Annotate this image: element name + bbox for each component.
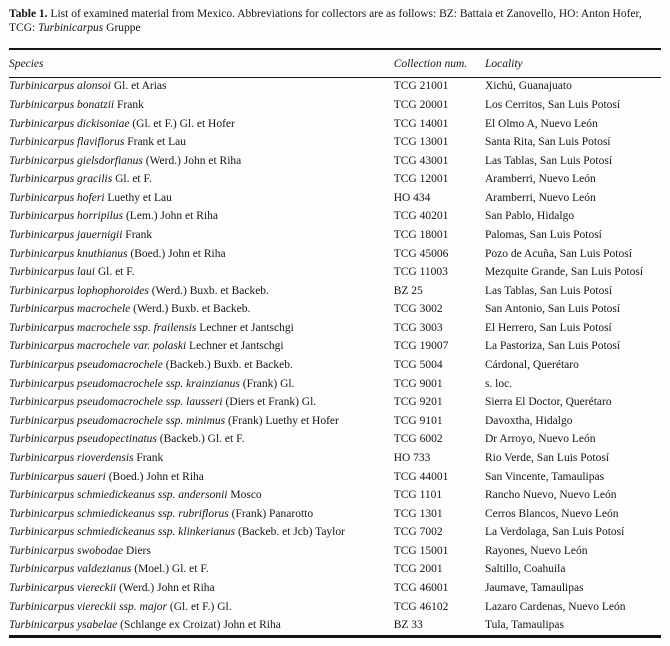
species-cell [9, 338, 394, 357]
species-authority: (Frank) Luethy et Hofer [225, 414, 339, 427]
table-row [9, 171, 661, 190]
species-cell [9, 115, 394, 134]
species-name: Turbinicarpus flaviflorus [9, 136, 125, 149]
species-authority: (Frank) Panarotto [228, 507, 314, 520]
species-name: Turbinicarpus knuthianus [9, 247, 128, 260]
species-name: Turbinicarpus saueri [9, 470, 106, 483]
collection-num-cell: TCG 14001 [393, 117, 449, 130]
collection-num-cell: TCG 13001 [393, 136, 449, 149]
species-name: Turbinicarpus dickisoniae [9, 117, 130, 130]
locality-cell: San Antonio, San Luis Potosí [484, 303, 621, 316]
locality-cell: Aramberri, Nuevo León [484, 173, 596, 186]
species-cell [9, 264, 394, 283]
col-header-species: Species [9, 49, 394, 78]
species-name: Turbinicarpus horripilus [9, 210, 124, 223]
caption-label: Table 1. [9, 8, 48, 20]
collection-num-cell: TCG 1101 [393, 489, 443, 502]
collection-num-cell: TCG 1301 [393, 507, 443, 520]
species-authority: (Schlange ex Croizat) John et Riha [117, 619, 281, 632]
species-authority: (Werd.) John et Riha [116, 582, 215, 594]
locality-cell: Aramberri, Nuevo León [484, 191, 596, 204]
species-name: Turbinicarpus pseudomacrochele ssp. minimus [9, 414, 226, 427]
locality-cell: Las Tablas, San Luis Potosí [484, 284, 613, 297]
species-authority: Luethy et Lau [104, 191, 172, 204]
locality-cell: Las Tablas, San Luis Potosí [484, 154, 613, 167]
collection-num-cell: TCG 3003 [393, 321, 443, 334]
locality-cell: Sierra El Doctor, Querétaro [484, 396, 612, 409]
table-row [9, 134, 661, 153]
collection-num-cell: TCG 18001 [393, 229, 449, 242]
collection-num-cell: TCG 19007 [393, 340, 449, 353]
table-row [9, 375, 661, 394]
collection-num-cell: TCG 44001 [393, 470, 449, 483]
species-cell [9, 450, 394, 469]
species-cell [9, 598, 394, 617]
species-cell [9, 394, 394, 413]
species-cell [9, 524, 394, 543]
caption-italic-genus: Turbinicarpus [38, 22, 104, 34]
species-authority: Frank [122, 229, 153, 242]
species-name: Turbinicarpus pseudomacrochele [9, 359, 163, 372]
locality-cell: Jaumave, Tamaulipas [484, 582, 584, 594]
species-cell [9, 152, 394, 171]
table-row [9, 152, 661, 171]
species-name: Turbinicarpus ysabelae [9, 619, 118, 632]
caption-text: List of examined material from Mexico. Abbreviations for collectors are as follows: BZ: Battaia et Zanovello, HO: Anton Hofer, TCG: [9, 8, 642, 34]
species-authority: (Werd.) John et Riha [142, 154, 242, 167]
collection-num-cell: TCG 6002 [393, 433, 443, 446]
table-row [9, 450, 661, 469]
table-row [9, 487, 661, 506]
species-cell [9, 431, 394, 450]
locality-cell: El Olmo A, Nuevo León [484, 117, 598, 130]
locality-cell: s. loc. [484, 377, 513, 390]
table-row [9, 617, 661, 637]
species-authority: Lechner et Jantschgi [186, 340, 284, 353]
species-cell [9, 282, 394, 301]
table-row [9, 97, 661, 116]
collection-num-cell: TCG 9001 [393, 377, 443, 390]
species-name: Turbinicarpus swobodae [9, 544, 124, 557]
species-cell [9, 245, 394, 264]
species-authority: (Lem.) John et Riha [123, 210, 218, 223]
locality-cell: Pozo de Acuña, San Luis Potosí [484, 247, 632, 260]
species-cell [9, 171, 394, 190]
collection-num-cell: BZ 25 [393, 284, 423, 297]
species-authority: (Werd.) Buxb. et Backeb. [148, 284, 269, 297]
species-authority: (Boed.) John et Riha [127, 247, 226, 260]
species-authority: Mosco [227, 489, 262, 502]
table-row [9, 357, 661, 376]
species-name: Turbinicarpus schmiedickeanus ssp. rubriflorus [9, 507, 229, 520]
species-cell [9, 301, 394, 320]
table-row [9, 431, 661, 450]
species-authority: Frank [133, 451, 164, 464]
species-authority: (Backeb. et Jcb) Taylor [235, 526, 345, 539]
species-name: Turbinicarpus pseudomacrochele ssp. lausseri [9, 396, 223, 409]
species-name: Turbinicarpus valdezianus [9, 563, 132, 576]
species-authority: Diers [123, 544, 151, 557]
species-name: Turbinicarpus schmiedickeanus ssp. klinkerianus [9, 526, 236, 539]
species-authority: (Backeb.) Buxb. et Backeb. [162, 359, 293, 372]
collection-num-cell: HO 434 [393, 191, 431, 204]
table-row [9, 394, 661, 413]
table-row [9, 468, 661, 487]
species-cell [9, 580, 394, 599]
table-row [9, 338, 661, 357]
collection-num-cell: TCG 2001 [393, 563, 443, 576]
species-authority: (Gl. et F.) Gl. [167, 600, 232, 613]
table-row [9, 505, 661, 524]
collection-num-cell: TCG 15001 [393, 544, 449, 557]
table-row [9, 115, 661, 134]
table-caption [9, 7, 661, 35]
species-name: Turbinicarpus lophophoroides [9, 284, 149, 297]
table-row [9, 264, 661, 283]
locality-cell: San Pablo, Hidalgo [484, 210, 575, 223]
species-authority: Frank [114, 98, 144, 111]
species-cell [9, 505, 394, 524]
table-row [9, 580, 661, 599]
col-header-collection-num: Collection num. [394, 49, 485, 78]
species-cell [9, 617, 394, 637]
collection-num-cell: TCG 40201 [393, 210, 449, 223]
collection-num-cell: TCG 12001 [393, 173, 449, 186]
table-row [9, 208, 661, 227]
col-header-locality: Locality [485, 49, 661, 78]
species-name: Turbinicarpus gielsdorfianus [9, 154, 143, 167]
collection-num-cell: TCG 43001 [393, 154, 449, 167]
collection-num-cell: TCG 21001 [393, 80, 449, 93]
species-name: Turbinicarpus macrochele [9, 303, 131, 316]
table-row [9, 301, 661, 320]
species-name: Turbinicarpus pseudomacrochele ssp. krainzianus [9, 377, 240, 390]
table-row [9, 227, 661, 246]
species-name: Turbinicarpus bonatzii [9, 98, 115, 111]
table-row [9, 245, 661, 264]
species-cell [9, 468, 394, 487]
collection-num-cell: HO 733 [393, 451, 431, 464]
locality-cell: Saltillo, Coahuila [484, 563, 566, 576]
collection-num-cell: TCG 45006 [393, 247, 449, 260]
collection-num-cell: TCG 3002 [393, 303, 443, 316]
species-name: Turbinicarpus macrochele ssp. frailensis [9, 321, 197, 334]
table-row [9, 412, 661, 431]
locality-cell: Los Cerritos, San Luis Potosí [484, 98, 621, 111]
species-name: Turbinicarpus schmiedickeanus ssp. andersonii [9, 489, 228, 502]
table-row [9, 598, 661, 617]
species-name: Turbinicarpus rioverdensis [9, 451, 134, 464]
species-cell [9, 357, 394, 376]
locality-cell: Mezquite Grande, San Luis Potosí [484, 266, 644, 279]
species-authority: Lechner et Jantschgi [196, 321, 294, 334]
caption-text-tail: Gruppe [103, 22, 141, 34]
species-cell [9, 97, 394, 116]
specimens-table [9, 48, 661, 638]
locality-cell: El Herrero, San Luis Potosí [484, 321, 612, 334]
header-row [9, 49, 661, 78]
species-name: Turbinicarpus pseudopectinatus [9, 433, 157, 446]
species-name: Turbinicarpus viereckii [9, 582, 117, 594]
collection-num-cell: TCG 7002 [393, 526, 443, 539]
table-row [9, 78, 661, 97]
collection-num-cell: BZ 33 [393, 619, 423, 632]
species-authority: (Frank) Gl. [239, 377, 295, 390]
species-name: Turbinicarpus gracilis [9, 173, 113, 186]
species-cell [9, 412, 394, 431]
species-name: Turbinicarpus macrochele var. polaski [9, 340, 187, 353]
species-authority: (Boed.) John et Riha [105, 470, 204, 483]
locality-cell: Santa Rita, San Luis Potosí [484, 136, 611, 149]
species-authority: (Backeb.) Gl. et F. [156, 433, 245, 446]
species-cell [9, 542, 394, 561]
collection-num-cell: TCG 9201 [393, 396, 443, 409]
table-row [9, 282, 661, 301]
locality-cell: Rancho Nuevo, Nuevo León [484, 489, 617, 502]
species-cell [9, 189, 394, 208]
species-cell [9, 561, 394, 580]
species-name: Turbinicarpus hoferi [9, 191, 105, 204]
species-cell [9, 227, 394, 246]
collection-num-cell: TCG 46001 [393, 582, 449, 594]
table-body [9, 78, 661, 637]
species-name: Turbinicarpus alonsoi [9, 80, 111, 93]
species-cell [9, 320, 394, 339]
species-authority: (Moel.) Gl. et F. [131, 563, 209, 576]
locality-cell: Rio Verde, San Luis Potosí [484, 451, 610, 464]
locality-cell: Tula, Tamaulipas [484, 619, 565, 632]
table-row [9, 542, 661, 561]
species-cell [9, 208, 394, 227]
collection-num-cell: TCG 11003 [393, 266, 448, 279]
species-name: Turbinicarpus jauernigii [9, 229, 123, 242]
species-authority: Frank et Lau [124, 136, 186, 149]
locality-cell: Cerros Blancos, Nuevo León [484, 507, 619, 520]
collection-num-cell: TCG 5004 [393, 359, 443, 372]
locality-cell: San Vincente, Tamaulipas [484, 470, 605, 483]
table-row [9, 189, 661, 208]
species-authority: Gl. et Arias [110, 80, 167, 93]
collection-num-cell: TCG 46102 [393, 600, 449, 613]
species-authority: Gl. et F. [112, 173, 152, 186]
locality-cell: Lazaro Cardenas, Nuevo León [484, 600, 626, 613]
species-authority: (Gl. et F.) Gl. et Hofer [129, 117, 235, 130]
table-row [9, 320, 661, 339]
table-row [9, 561, 661, 580]
species-cell [9, 487, 394, 506]
species-authority: (Werd.) Buxb. et Backeb. [130, 303, 251, 316]
locality-cell: Xichú, Guanajuato [484, 80, 572, 93]
locality-cell: Rayones, Nuevo León [484, 544, 588, 557]
locality-cell: Davoxtha, Hidalgo [484, 414, 573, 427]
species-cell [9, 375, 394, 394]
locality-cell: Dr Arroyo, Nuevo León [484, 433, 596, 446]
table-row [9, 524, 661, 543]
collection-num-cell: TCG 9101 [393, 414, 443, 427]
locality-cell: Cárdonal, Querétaro [484, 359, 579, 372]
species-authority: (Diers et Frank) Gl. [222, 396, 317, 409]
species-name: Turbinicarpus laui [9, 266, 95, 279]
locality-cell: Palomas, San Luis Potosí [484, 229, 602, 242]
species-name: Turbinicarpus viereckii ssp. major [9, 600, 168, 613]
species-cell [9, 78, 394, 97]
locality-cell: La Pastoriza, San Luis Potosí [484, 340, 621, 353]
species-authority: Gl. et F. [94, 266, 135, 279]
species-cell [9, 134, 394, 153]
collection-num-cell: TCG 20001 [393, 98, 449, 111]
locality-cell: La Verdolaga, San Luis Potosí [484, 526, 625, 539]
